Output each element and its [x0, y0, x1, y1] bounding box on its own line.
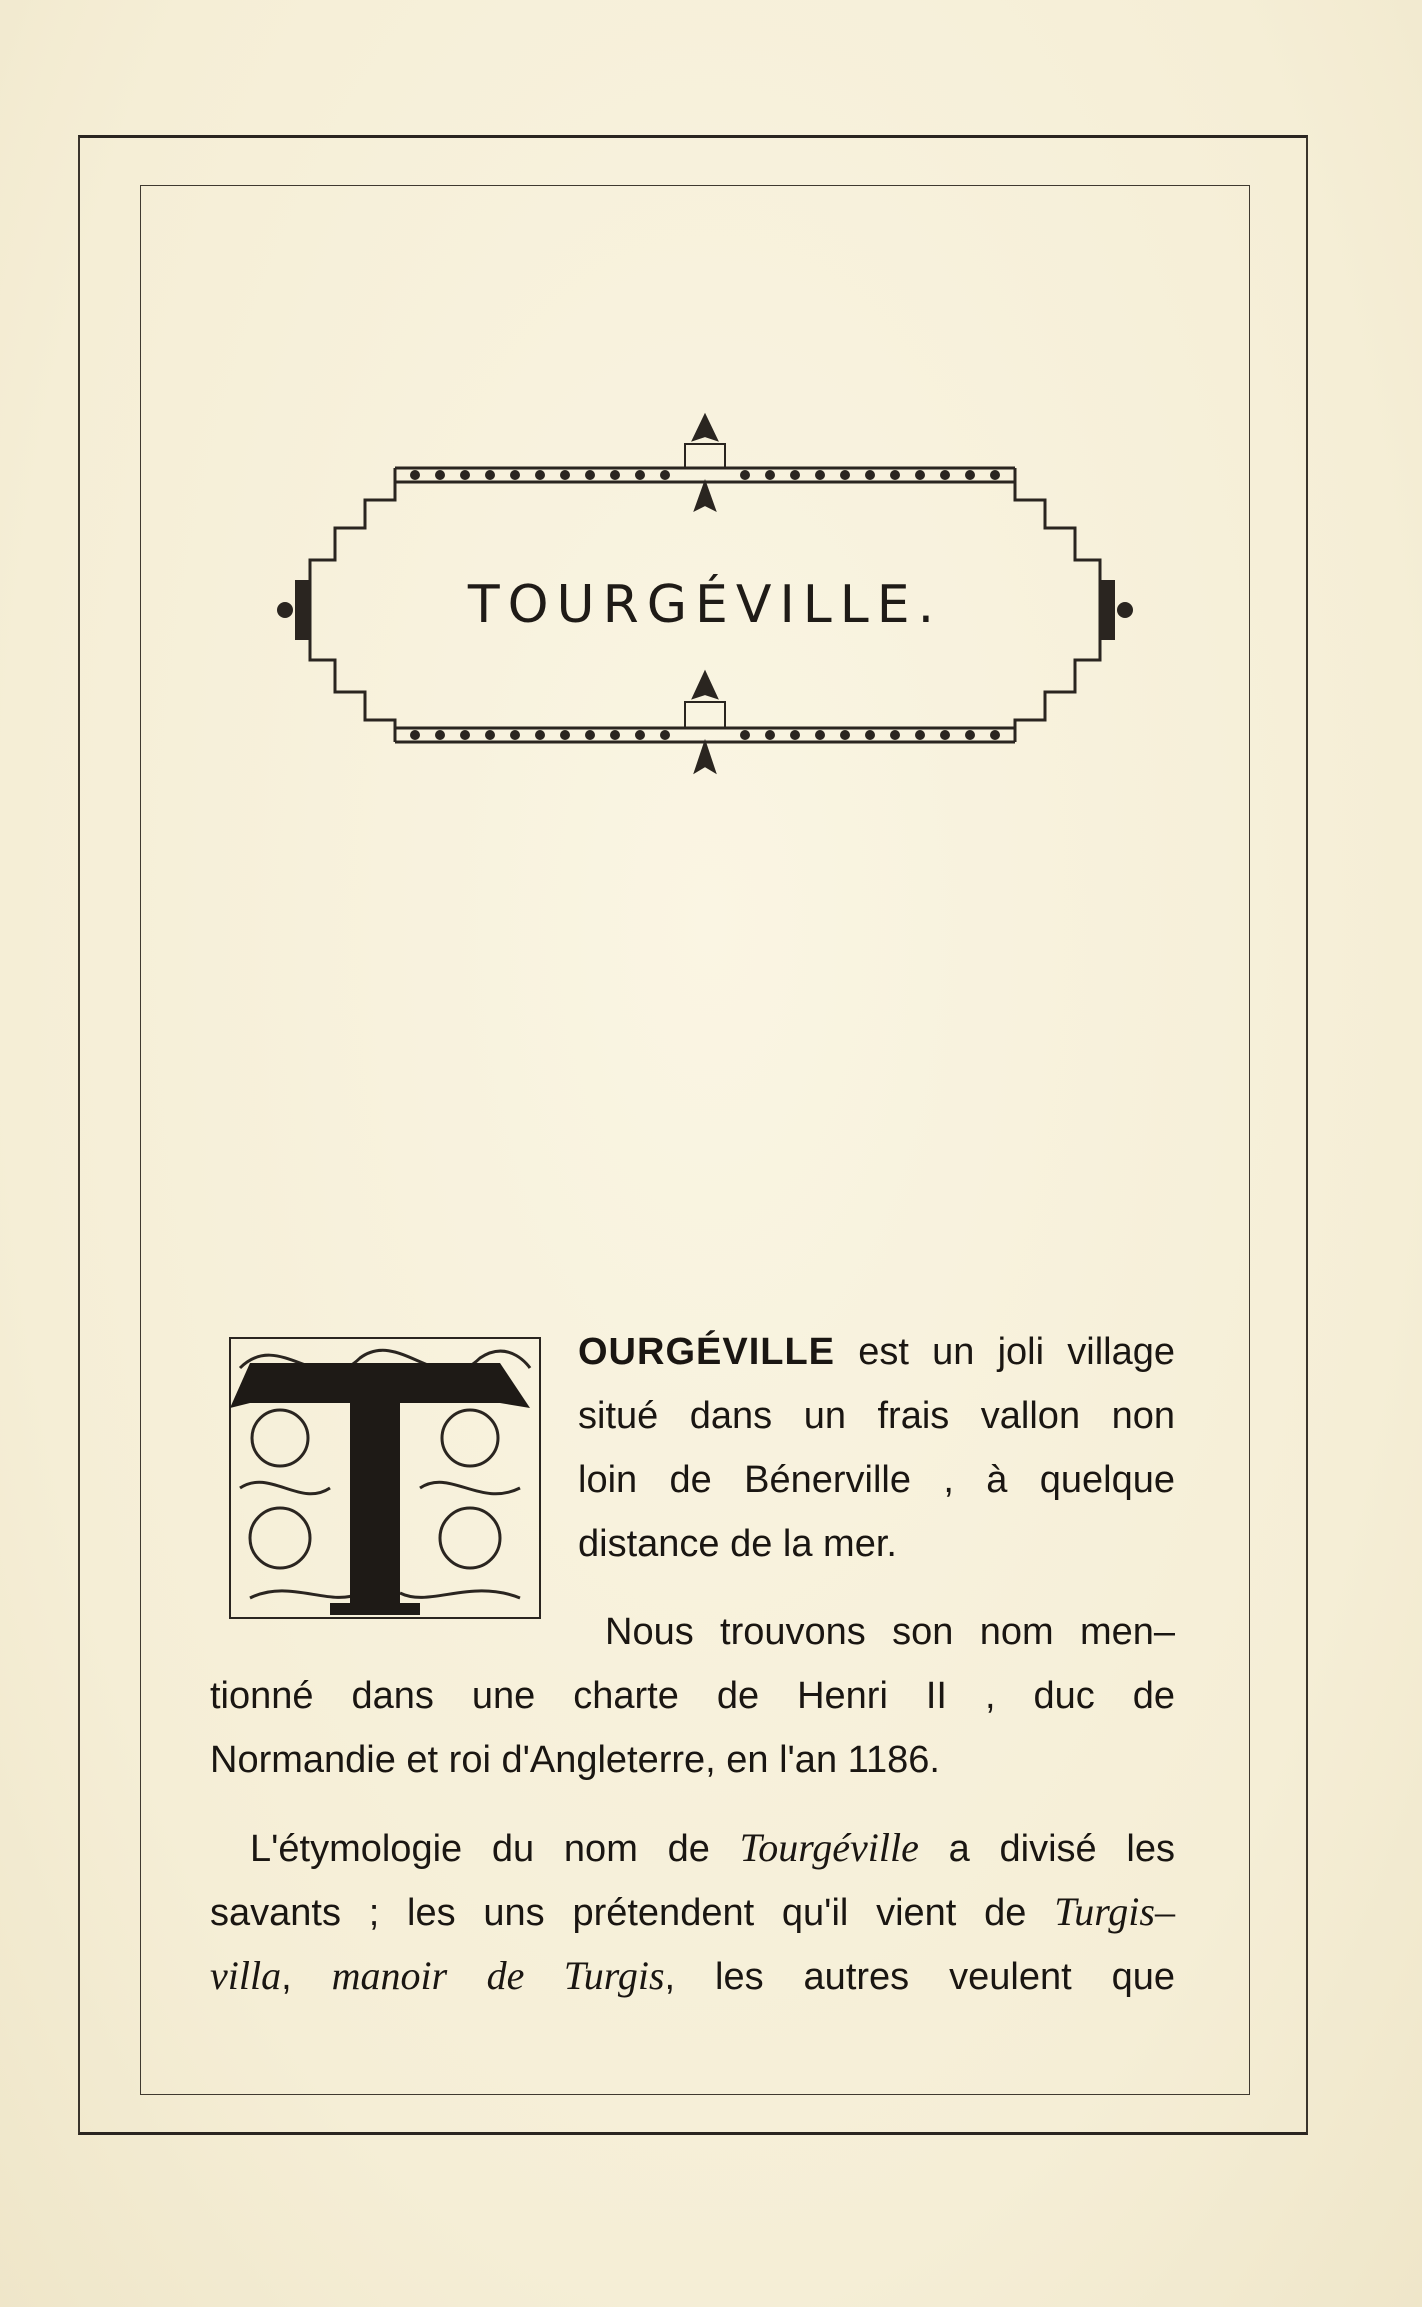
ornamental-drop-cap-t-icon	[210, 1308, 560, 1628]
text-line: savants ; les uns prétendent qu'il vient de Turgis–	[210, 1889, 1175, 1934]
body-text	[210, 1308, 1176, 2008]
text-line: situé dans un frais vallon non	[578, 1395, 1175, 1437]
text-line: distance de la mer.	[578, 1523, 897, 1565]
title-cartouche	[255, 410, 1155, 810]
text-line: loin de Bénerville , à quelque	[578, 1459, 1175, 1501]
chapter-title: TOURGÉVILLE.	[467, 575, 943, 635]
drop-cap-letter: T	[210, 1308, 211, 1309]
text-line: L'étymologie du nom de Tourgéville a divisé les	[250, 1825, 1176, 1870]
text-line: OURGÉVILLE est un joli village	[578, 1331, 1175, 1373]
text-line: tionné dans une charte de Henri II , duc de	[210, 1675, 1175, 1717]
text-line: Normandie et roi d'Angleterre, en l'an 1186.	[210, 1739, 940, 1781]
text-line: villa, manoir de Turgis, les autres veulent que	[210, 1953, 1175, 1998]
text-line: Nous trouvons son nom men–	[605, 1611, 1175, 1653]
